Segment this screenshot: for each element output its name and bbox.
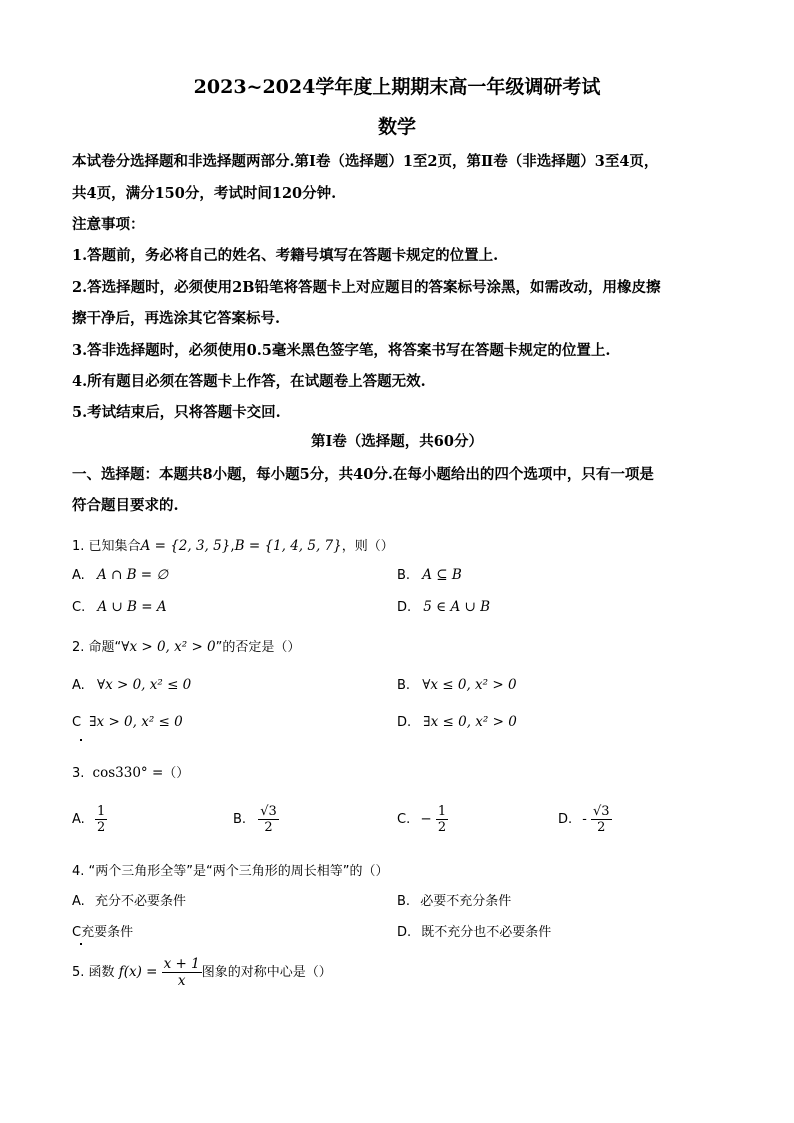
q3-option-b-fraction (258, 804, 279, 835)
q3-expression: cos330° = (92, 765, 164, 781)
q2-option-b-text: ∀x ≤ 0, x² > 0 (422, 677, 517, 693)
q2-option-c[interactable] (72, 714, 183, 730)
q3-option-c-denominator: 2 (437, 820, 447, 835)
q4-number: 4. (72, 864, 85, 879)
q4-option-d[interactable] (397, 921, 551, 940)
question-2 (72, 636, 300, 655)
q4-option-a-text: 充分不必要条件 (94, 894, 186, 909)
q1-option-d[interactable] (397, 599, 490, 615)
notes-heading: 注意事项： (72, 216, 145, 233)
q5-prefix: 函数 (88, 965, 115, 980)
q4-option-c-text: 充要条件 (81, 925, 134, 940)
q5-denominator: x (177, 973, 186, 989)
q2-option-c-label: C (72, 715, 82, 730)
question-4 (72, 860, 389, 879)
q5-number: 5. (72, 965, 85, 980)
q1-option-d-text: 5 ∈ A ∪ B (423, 599, 491, 615)
intro-line-1: 本试卷分选择题和非选择题两部分.第Ⅰ卷（选择题）1至2页，第Ⅱ卷（非选择题）3至4页， (72, 153, 659, 170)
q1-option-d-label: D. (397, 600, 412, 615)
q4-option-c-label: C (72, 925, 82, 940)
q4-option-b-label: B. (397, 894, 411, 909)
q4-option-b-text: 必要不充分条件 (420, 894, 512, 909)
section-desc-2: 符合题目要求的. (72, 497, 179, 514)
q1-option-b[interactable] (397, 567, 462, 583)
q3-option-d-fraction (591, 804, 612, 835)
q3-option-a-fraction (95, 804, 107, 835)
q2-suffix: ”的否定是（） (215, 640, 301, 655)
q2-option-d-text: ∃x ≤ 0, x² > 0 (423, 714, 517, 730)
q1-option-c[interactable] (72, 599, 167, 615)
q2-option-b[interactable] (397, 677, 517, 693)
note-1: 1.答题前，务必将自己的姓名、考籍号填写在答题卡规定的位置上. (72, 247, 499, 264)
q3-option-c-sign: − (420, 811, 432, 827)
q3-option-d-sign: - (582, 811, 587, 827)
q4-option-a-label: A. (72, 894, 85, 909)
section-title: 第Ⅰ卷（选择题，共60分） (311, 433, 483, 450)
q4-option-c[interactable] (72, 921, 133, 940)
q3-suffix: （） (163, 766, 190, 781)
q3-option-d-label: D. (558, 812, 573, 827)
q3-option-b[interactable] (233, 804, 279, 835)
note-4: 4.所有题目必须在答题卡上作答，在试题卷上答题无效. (72, 373, 426, 390)
q3-option-a-numerator: 1 (96, 804, 106, 819)
q1-option-b-label: B. (397, 568, 411, 583)
q3-option-a-label: A. (72, 812, 85, 827)
q5-numerator: x + 1 (163, 956, 200, 972)
q2-option-a-text: ∀x > 0, x² ≤ 0 (96, 677, 192, 693)
q3-number: 3. (72, 766, 85, 781)
q2-option-b-label: B. (397, 678, 411, 693)
q1-option-a[interactable] (72, 567, 168, 583)
q5-fraction (162, 956, 202, 989)
q4-option-d-text: 既不充分也不必要条件 (421, 925, 552, 940)
q1-option-c-text: A ∪ B = A (97, 599, 167, 615)
q3-option-d-numerator: √3 (593, 804, 610, 819)
q3-option-b-numerator: √3 (260, 804, 277, 819)
q3-option-d-denominator: 2 (597, 820, 606, 835)
note-2a: 2.答选择题时，必须使用2B铅笔将答题卡上对应题目的答案标号涂黑，如需改动，用橡皮擦 (72, 279, 661, 296)
note-2b: 擦干净后，再选涂其它答案标号. (72, 310, 281, 327)
note-5: 5.考试结束后，只将答题卡交回. (72, 404, 281, 421)
q3-option-b-denominator: 2 (264, 820, 273, 835)
q1-prefix: 已知集合 (88, 539, 141, 554)
q2-option-a[interactable] (72, 677, 191, 693)
intro-line-2: 共4页，满分150分，考试时间120分钟. (72, 185, 337, 202)
q1-option-c-label: C. (72, 600, 86, 615)
q3-option-c[interactable] (397, 804, 448, 835)
q2-statement: ∀x > 0, x² > 0 (121, 639, 216, 655)
q5-function: f(x) = (118, 964, 158, 980)
q3-option-c-label: C. (397, 812, 411, 827)
question-1 (72, 535, 394, 554)
note-3: 3.答非选择题时，必须使用0.5毫米黑色签字笔，将答案书写在答题卡规定的位置上. (72, 342, 611, 359)
q4-text: “两个三角形全等”是“两个三角形的周长相等”的（） (88, 864, 389, 879)
q2-prefix: 命题“ (88, 640, 122, 655)
q1-option-a-label: A. (72, 568, 85, 583)
q4-option-b[interactable] (397, 890, 511, 909)
q3-option-c-numerator: 1 (437, 804, 447, 819)
q1-number: 1. (72, 539, 85, 554)
q4-option-a[interactable] (72, 890, 186, 909)
question-5 (72, 956, 332, 989)
q2-option-a-label: A. (72, 678, 85, 693)
stray-dot-1 (80, 739, 82, 741)
exam-subject: 数学 (377, 116, 416, 138)
q1-option-a-text: A ∩ B = ∅ (96, 567, 169, 583)
q3-option-a-denominator: 2 (96, 820, 106, 835)
q3-option-a[interactable] (72, 804, 107, 835)
q3-option-c-fraction (436, 804, 448, 835)
question-3 (72, 762, 189, 781)
q4-option-d-label: D. (397, 925, 412, 940)
q1-comma: , (230, 538, 235, 554)
q1-option-b-text: A ⊆ B (422, 567, 462, 583)
q1-suffix: ，则（） (341, 539, 394, 554)
q3-option-d[interactable] (558, 804, 612, 835)
q5-suffix: 图象的对称中心是（） (201, 965, 332, 980)
stray-dot-2 (80, 943, 82, 945)
q1-set-b: B = {1, 4, 5, 7} (234, 538, 342, 554)
q3-option-b-label: B. (233, 812, 247, 827)
q1-set-a: A = {2, 3, 5} (140, 538, 231, 554)
q2-number: 2. (72, 640, 85, 655)
q2-option-d[interactable] (397, 714, 517, 730)
q2-option-d-label: D. (397, 715, 412, 730)
section-desc-1: 一、选择题：本题共8小题，每小题5分，共40分.在每小题给出的四个选项中，只有一项是 (72, 466, 654, 483)
q2-option-c-text: ∃x > 0, x² ≤ 0 (89, 714, 183, 730)
exam-title: 2023~2024学年度上期期末高一年级调研考试 (193, 76, 601, 98)
